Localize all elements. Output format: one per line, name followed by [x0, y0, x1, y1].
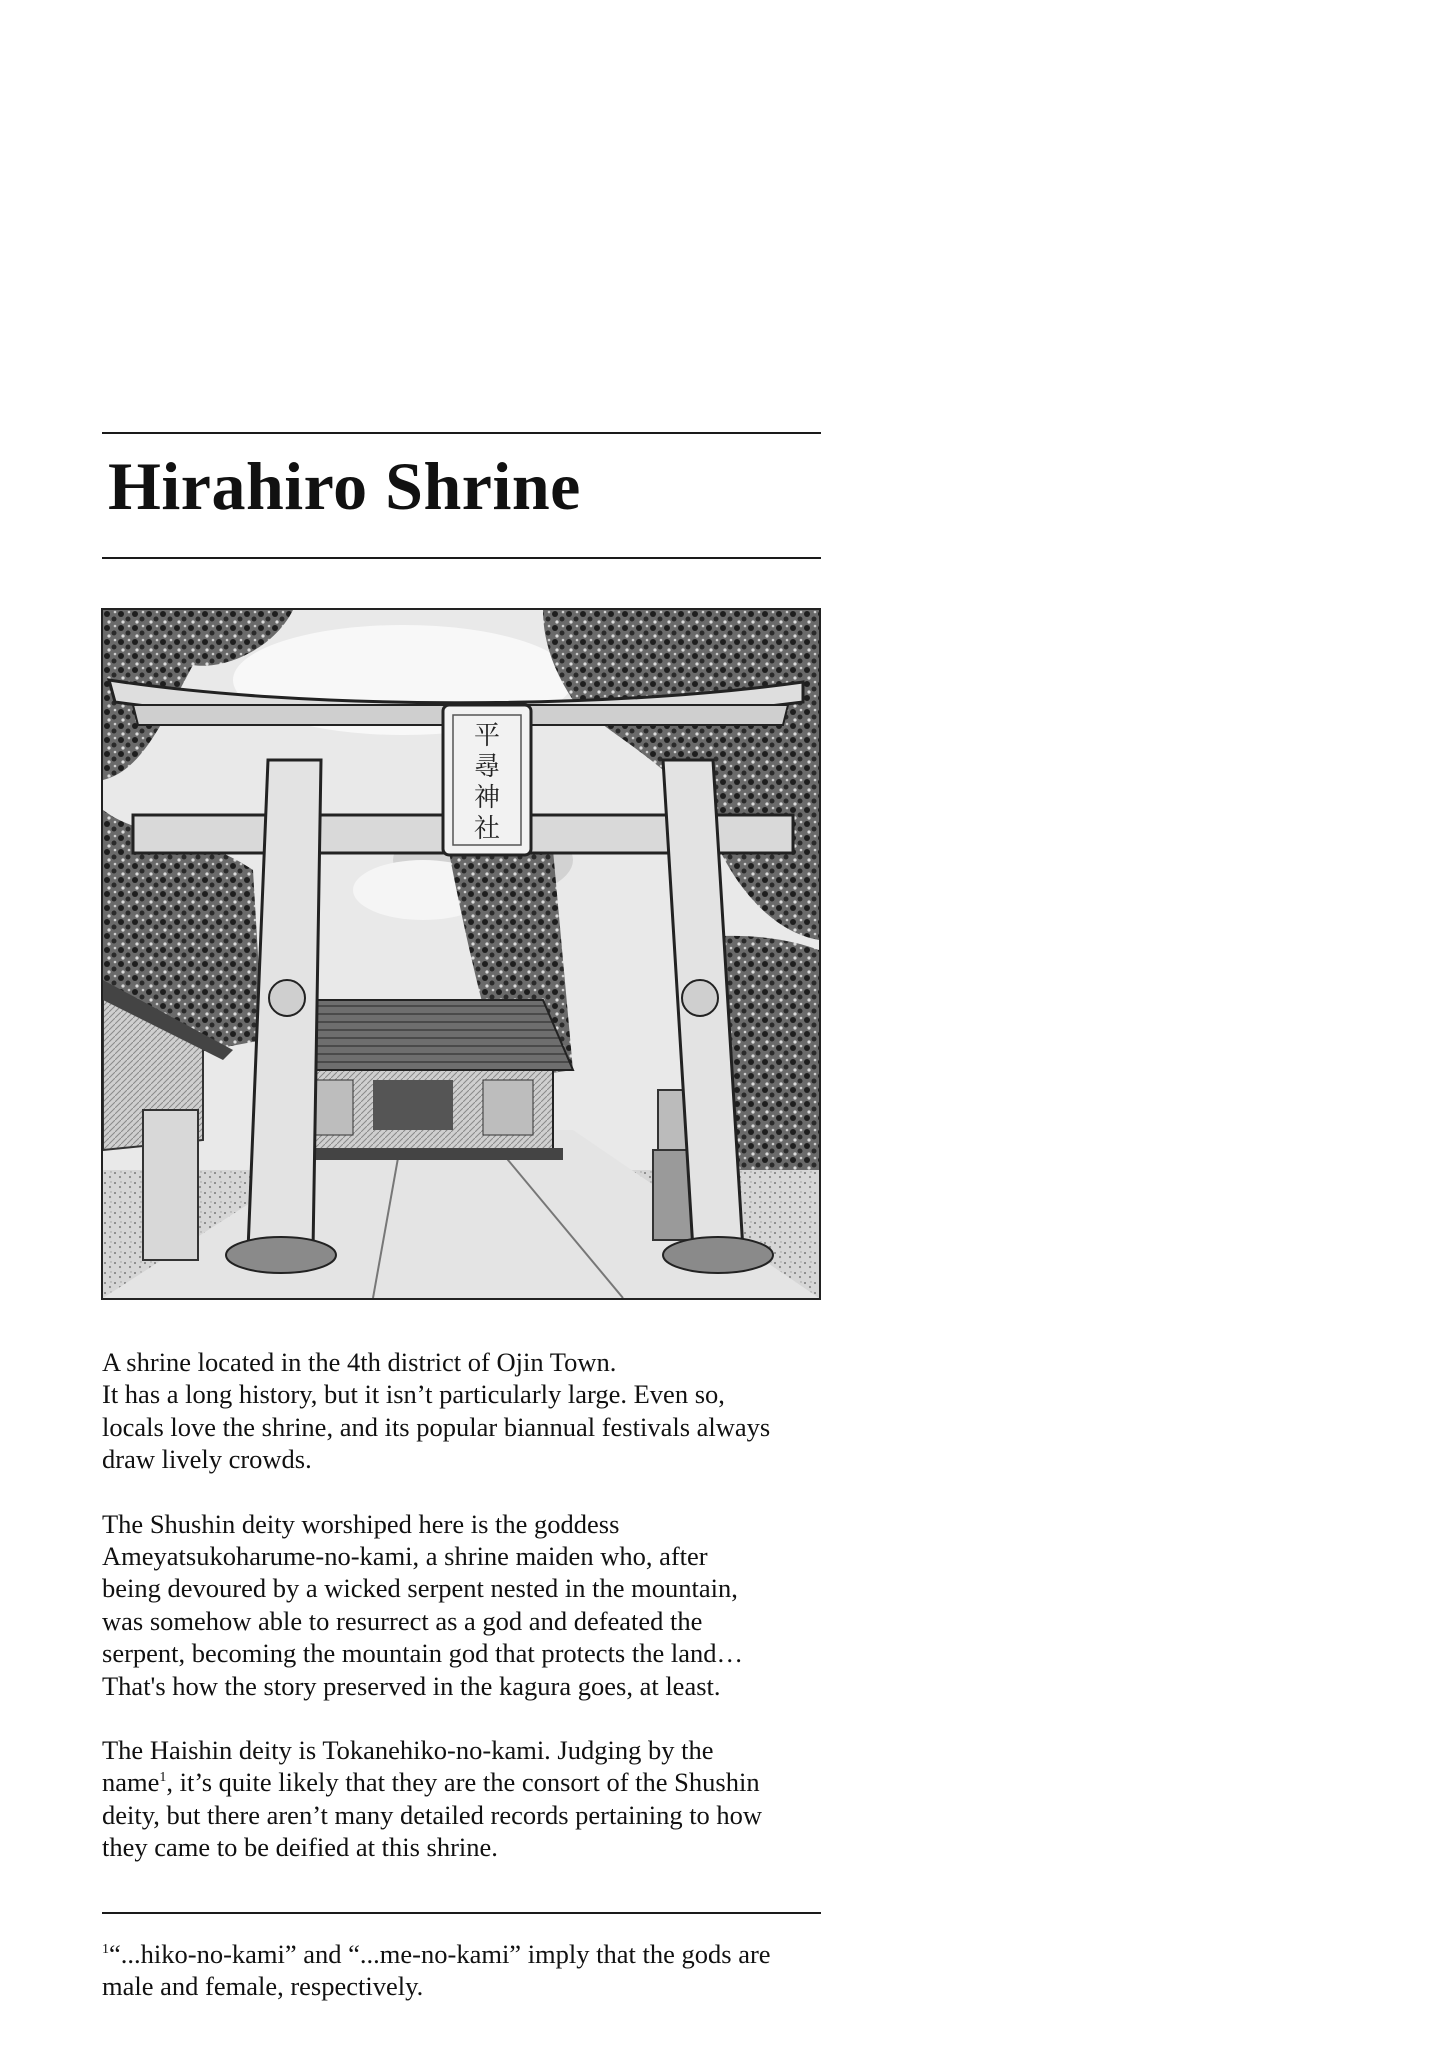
text-line: The Shushin deity worshiped here is the goddess	[102, 1508, 620, 1539]
article-body	[102, 1346, 832, 1896]
paragraph-2	[102, 1508, 832, 1702]
paragraph-1	[102, 1346, 832, 1476]
title-top-rule	[102, 432, 821, 434]
plaque-char-2: 尋	[473, 752, 501, 782]
footnote-line: male and female, respectively.	[102, 1971, 424, 2002]
text-line: was somehow able to resurrect as a god and defeated the	[102, 1605, 703, 1636]
title-bottom-rule	[102, 557, 821, 559]
text-fragment: , it’s quite likely that they are the consort of the Shushin	[166, 1767, 760, 1798]
plaque-char-4: 社	[473, 814, 501, 844]
text-line: A shrine located in the 4th district of Ojin Town.	[102, 1347, 617, 1377]
footnote-rule	[102, 1912, 821, 1914]
text-line: It has a long history, but it isn’t particularly large. Even so,	[102, 1379, 725, 1410]
footnote-marker: 1	[102, 1942, 109, 1957]
footnote-text: “...hiko-no-kami” and “...me-no-kami” imply that the gods are	[109, 1939, 771, 1969]
footnote-reference: 1	[159, 1770, 167, 1786]
paragraph-3	[102, 1734, 832, 1864]
footnote	[102, 1938, 842, 2003]
text-line: serpent, becoming the mountain god that protects the land…	[102, 1638, 743, 1669]
shrine-torii-illustration	[101, 608, 821, 1300]
page-title: Hirahiro Shrine	[108, 448, 581, 524]
text-line: Ameyatsukoharume-no-kami, a shrine maiden who, after	[102, 1541, 708, 1572]
text-line: The Haishin deity is Tokanehiko-no-kami. Judging by the	[102, 1735, 714, 1766]
text-line: draw lively crowds.	[102, 1444, 312, 1475]
text-line: being devoured by a wicked serpent nested in the mountain,	[102, 1573, 738, 1604]
text-line: That's how the story preserved in the kagura goes, at least.	[102, 1670, 721, 1701]
plaque-char-3: 神	[473, 783, 501, 813]
text-line	[102, 1766, 832, 1798]
text-line: deity, but there aren’t many detailed records pertaining to how	[102, 1799, 763, 1830]
footnote-line	[102, 1938, 842, 1970]
plaque-char-1: 平	[473, 721, 501, 751]
text-fragment: name	[102, 1767, 160, 1798]
text-line: locals love the shrine, and its popular biannual festivals always	[102, 1411, 771, 1442]
text-line: they came to be deified at this shrine.	[102, 1832, 498, 1863]
